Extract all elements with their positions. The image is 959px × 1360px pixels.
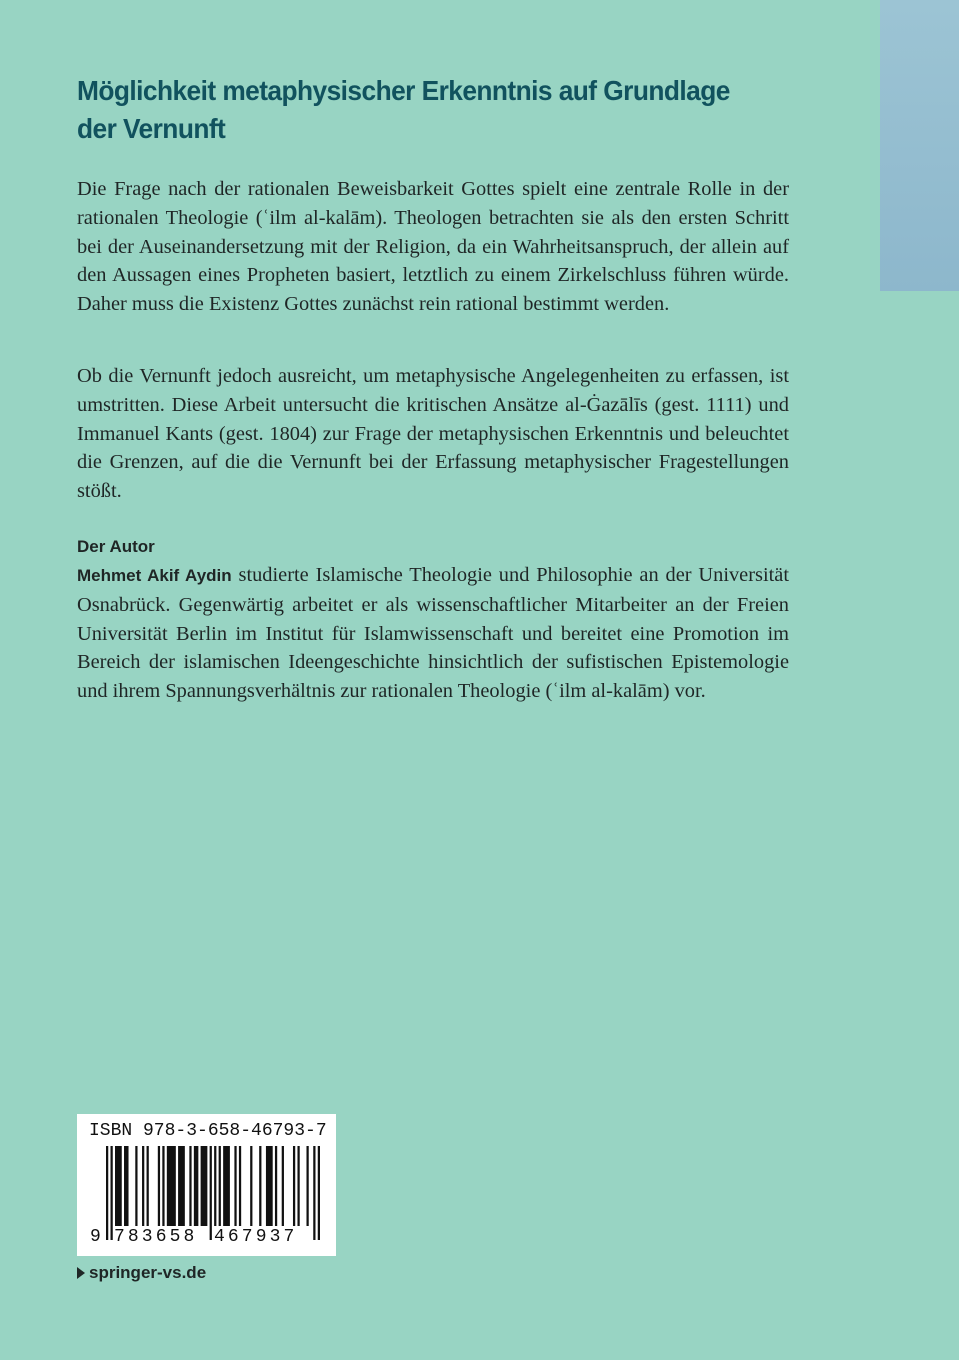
barcode-bar [158, 1146, 160, 1226]
barcode-bar [259, 1146, 261, 1226]
barcode-bar [124, 1146, 129, 1226]
barcode-bar [239, 1146, 241, 1226]
triangle-arrow-icon [77, 1267, 85, 1279]
ean-right-digits: 467937 [214, 1227, 298, 1247]
barcode-bar [297, 1146, 299, 1226]
barcode-bar [201, 1146, 208, 1226]
author-name: Mehmet Akif Aydin [77, 566, 232, 585]
barcode-bar [282, 1146, 284, 1226]
barcode-bar [142, 1146, 144, 1226]
ean-first-digit: 9 [90, 1227, 101, 1247]
author-heading: Der Autor [77, 537, 155, 556]
barcode-bar [306, 1146, 308, 1226]
barcode-guard-bar [111, 1146, 113, 1240]
barcode-bar [234, 1146, 236, 1226]
isbn-barcode [77, 1114, 336, 1256]
publisher-link[interactable] [77, 1262, 206, 1284]
barcode-bar [293, 1146, 295, 1226]
blurb-text-1: Die Frage nach der rationalen Beweisbarkeit Gottes spielt eine zentrale Rolle in der rationalen Theologie (ʿilm al-kalām). Theologen betrachten sie als den ersten Schritt bei der Auseinandersetzung mit der Religion, da ein Wahrheitsanspruch, der allein auf den Aussagen eines Propheten basiert, letztlich zu einem Zirkelschluss führen würde. Daher muss die Existenz Gottes zunächst rein rational bestimmt werden. [77, 178, 789, 316]
barcode-bar [178, 1146, 185, 1226]
author-bio-text: studierte Islamische Theologie und Philosophie an der Universität Osnabrück. Gegenwärtig arbeitet er als wissenschaftlicher Mitarbeiter an der Freien Universität Berlin im Institut für Islamwissenschaft und bereitet eine Promotion im Bereich der islamischen Ideengeschichte hinsichtlich der sufistischen Epistemologie und ihrem Spannungsverhältnis zur rationalen Theologie (ʿilm al-kalām) vor. [77, 564, 790, 703]
barcode-bar [250, 1146, 252, 1226]
barcode-guard-bar [318, 1146, 320, 1240]
barcode-guard-bar [313, 1146, 315, 1240]
barcode-bar [135, 1146, 137, 1226]
barcode-bar [223, 1146, 230, 1226]
barcode-guard-bar [106, 1146, 108, 1240]
barcode-bar [219, 1146, 221, 1226]
author-bio [77, 561, 789, 706]
barcode-bar [162, 1146, 164, 1226]
barcode-bar [167, 1146, 176, 1226]
publisher-url: springer-vs.de [89, 1263, 207, 1282]
spine-color-block [880, 0, 959, 291]
isbn-label: ISBN 978-3-658-46793-7 [89, 1121, 327, 1141]
ean-left-digits: 783658 [114, 1227, 198, 1247]
barcode-bar [194, 1146, 199, 1226]
barcode-bar [147, 1146, 149, 1226]
blurb-text-2: Ob die Vernunft jedoch ausreicht, um metaphysische Angelegenheiten zu erfassen, ist umstritten. Diese Arbeit untersucht die kritischen Ansätze al-Ġazālīs (gest. 1111) und Immanuel Kants (gest. 1804) zur Frage der metaphysischen Erkenntnis und beleuchtet die Grenzen, auf die die Vernunft bei der Erfassung metaphysischer Fragestellungen stößt. [77, 365, 789, 503]
barcode-bar [266, 1146, 273, 1226]
blurb-paragraph-2 [77, 362, 789, 506]
barcode-bar [189, 1146, 191, 1226]
author-bio-paragraph [77, 561, 789, 706]
blurb-paragraph-1 [77, 175, 789, 319]
barcode-bar [275, 1146, 277, 1226]
book-title: Möglichkeit metaphysischer Erkenntnis auf Grundlage der Vernunft [77, 75, 730, 144]
barcode-guard-bar [210, 1146, 212, 1240]
barcode-bar [115, 1146, 122, 1226]
